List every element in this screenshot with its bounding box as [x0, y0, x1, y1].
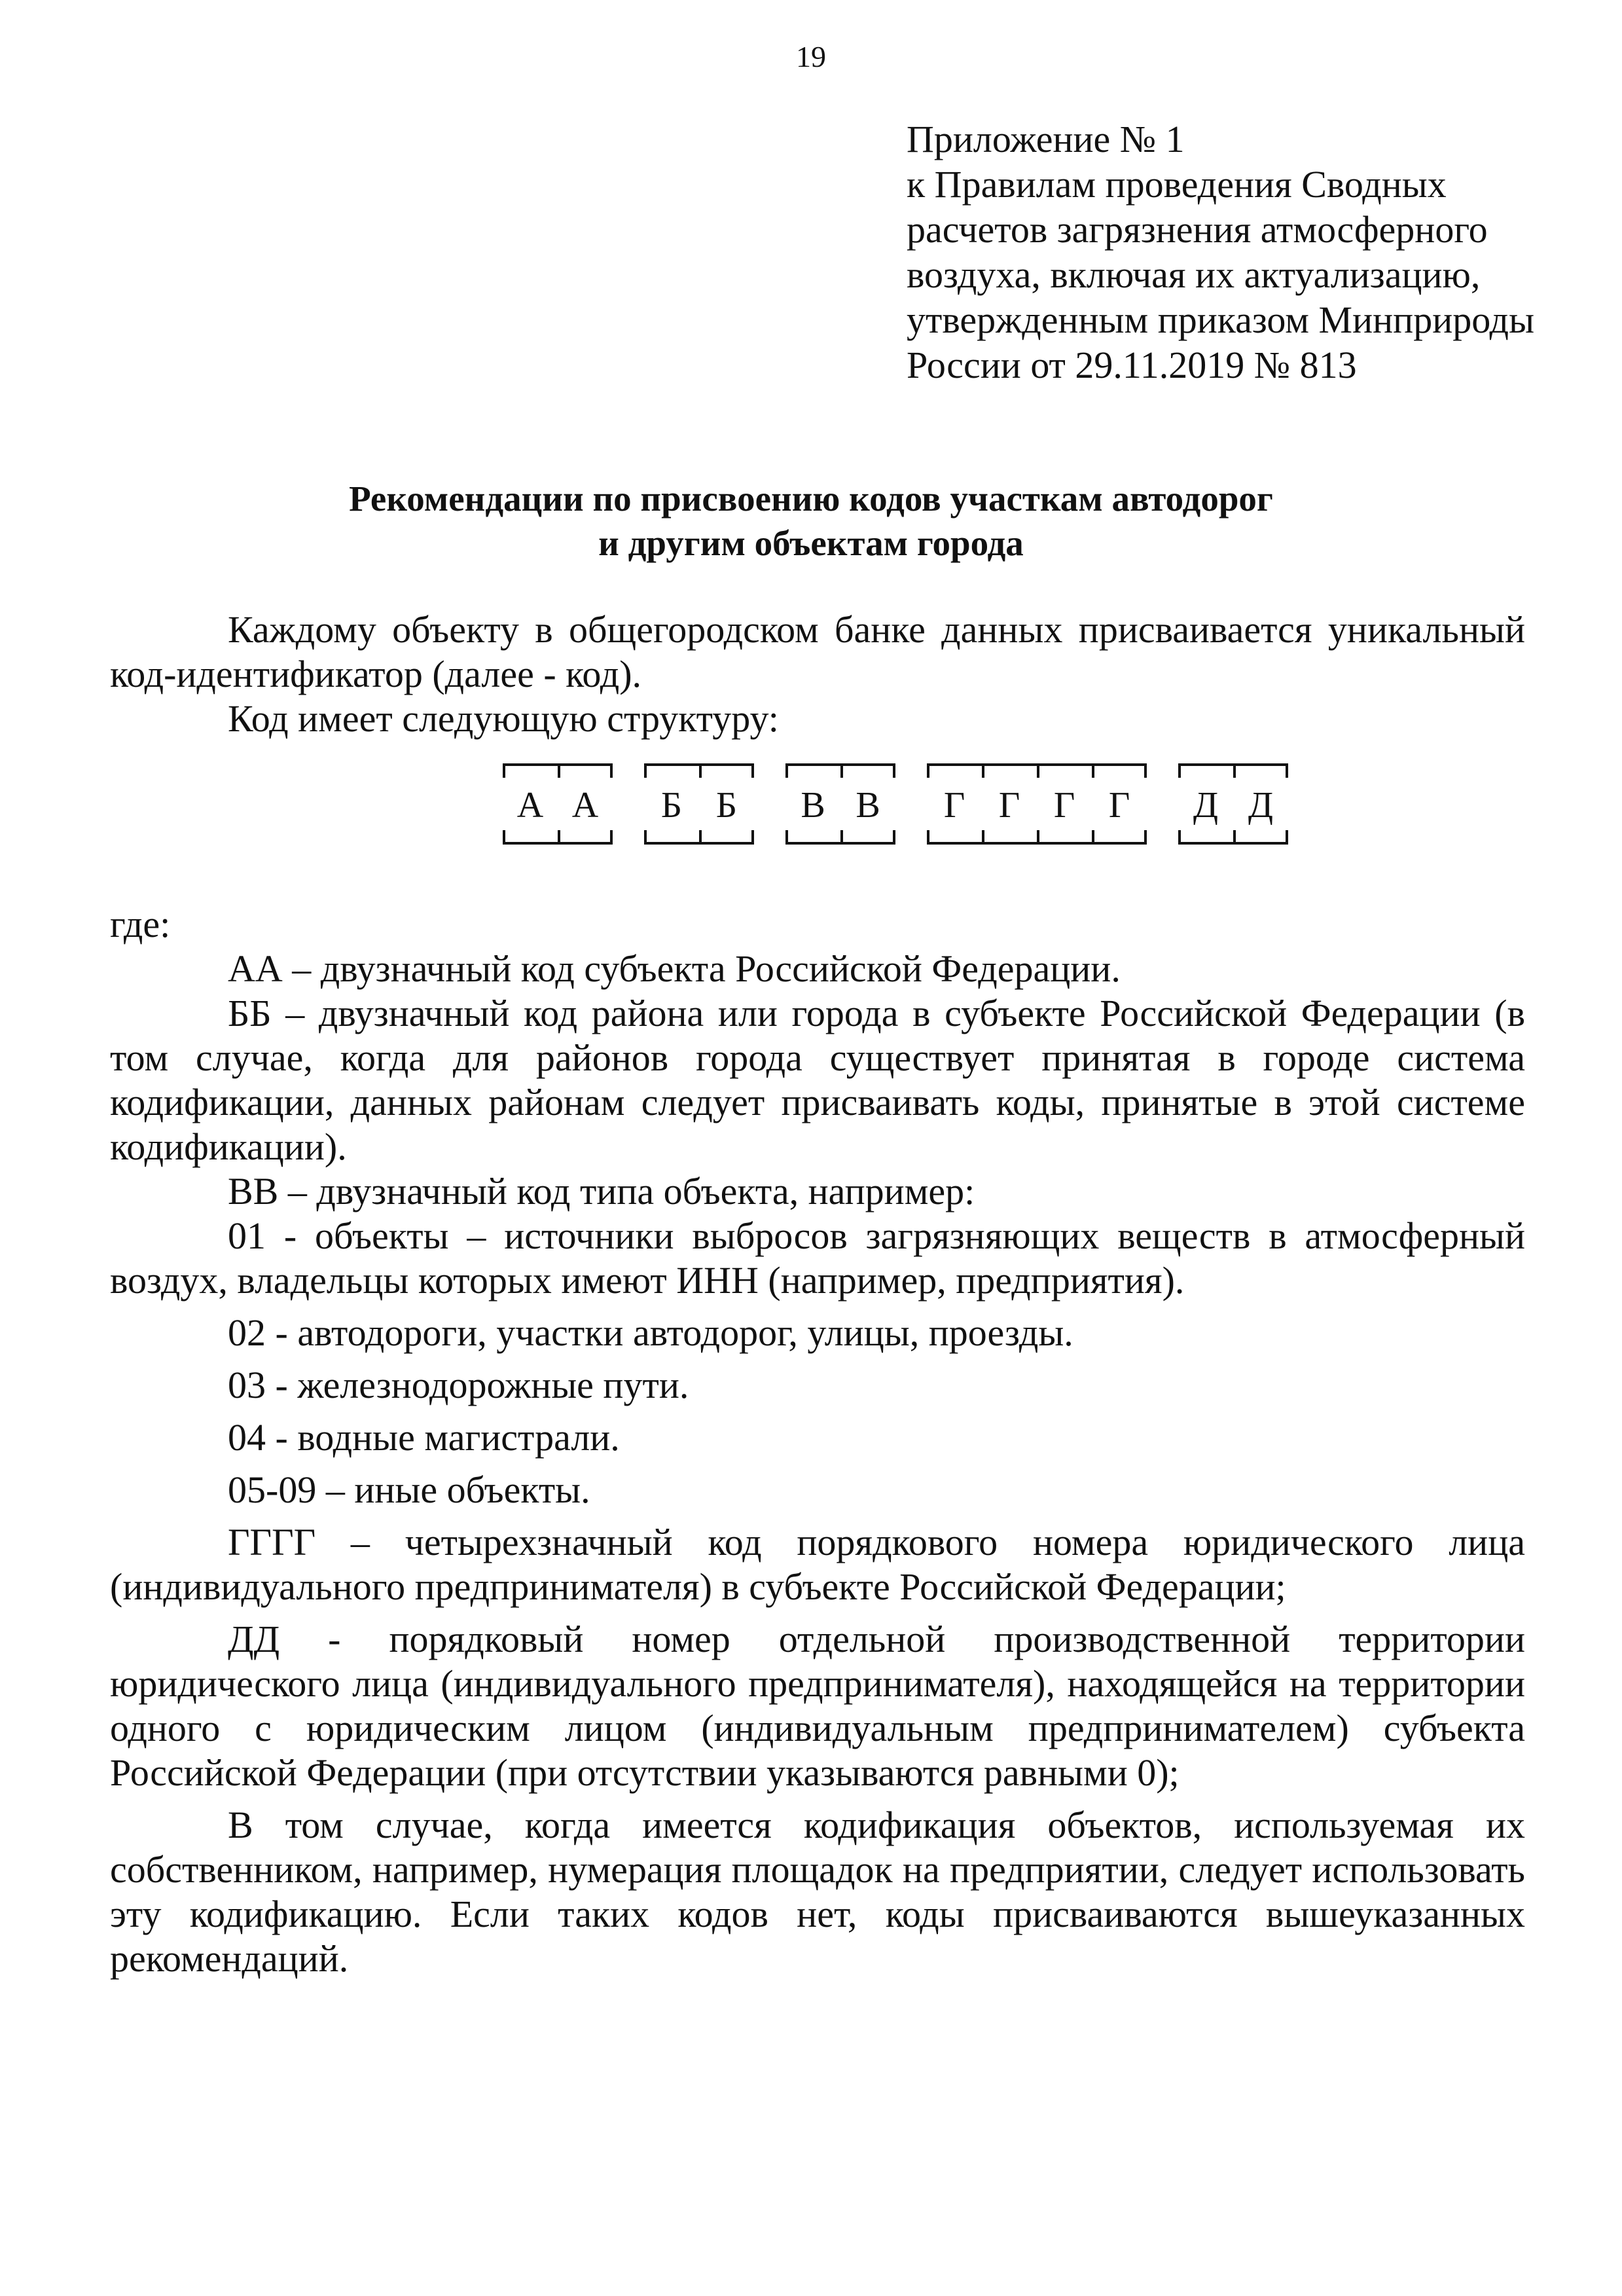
final-paragraph: В том случае, когда имеется кодификация объектов, используемая их собственником, например, нумерация площадок на предприятии, следует использовать эту кодификацию. Если таких кодов нет, коды присваиваются вышеуказанных рекомендаций. — [110, 1804, 1525, 1980]
code-letter: Б — [660, 785, 683, 826]
code-letter: А — [516, 785, 544, 826]
object-type-01: 01 - объекты – источники выбросов загрязняющих веществ в атмосферный воздух, владельцы которых имеют ИНН (например, предприятия). — [110, 1214, 1525, 1302]
code-group — [644, 763, 754, 845]
code-letter: Г — [998, 785, 1020, 826]
code-cell-divider — [699, 763, 702, 778]
code-letter: Г — [1108, 785, 1130, 826]
code-cell-divider — [840, 763, 843, 778]
appendix-header — [907, 117, 1561, 388]
code-letter: В — [856, 785, 880, 826]
title-line: и другим объектам города — [598, 523, 1024, 563]
code-cell-divider — [785, 830, 788, 845]
code-cell-divider — [1144, 830, 1147, 845]
code-letter: Г — [1053, 785, 1075, 826]
code-cell-divider — [610, 763, 613, 778]
code-cell-divider — [1178, 763, 1181, 778]
code-letter: Б — [715, 785, 738, 826]
code-letter: Д — [1248, 785, 1274, 826]
code-cell-divider — [644, 763, 647, 778]
where-label: где: — [110, 903, 171, 945]
code-cell-divider — [1233, 763, 1236, 778]
appendix-line: Приложение № 1 — [907, 118, 1185, 160]
code-cell-divider — [699, 830, 702, 845]
object-type-02: 02 - автодороги, участки автодорог, улицы, проезды. — [228, 1311, 1073, 1354]
object-type-04: 04 - водные магистрали. — [228, 1416, 620, 1459]
code-cell-divider — [558, 830, 560, 845]
code-cell-divider — [982, 830, 984, 845]
code-structure-diagram — [110, 763, 1525, 876]
code-cell-divider — [610, 830, 613, 845]
code-group — [785, 763, 895, 845]
definition-bb: ББ – двузначный код района или города в субъекте Российской Федерации (в том случае, когда для районов города существует принятая в городе система кодификации, данных районам следует присваивать коды, принятые в этой системе кодификации). — [110, 992, 1525, 1168]
definition-vv: ВВ – двузначный код типа объекта, например: — [228, 1170, 975, 1212]
definition-aa: АА – двузначный код субъекта Российской Федерации. — [228, 947, 1121, 990]
page-number: 19 — [796, 40, 826, 73]
intro-structure-label: Код имеет следующую структуру: — [228, 697, 779, 740]
code-cell-divider — [893, 763, 895, 778]
code-group — [503, 763, 613, 845]
code-cell-divider — [1037, 763, 1039, 778]
code-letter: В — [801, 785, 825, 826]
code-cell-divider — [927, 763, 929, 778]
code-cell-divider — [751, 830, 754, 845]
code-cell-divider — [1144, 763, 1147, 778]
code-group — [927, 763, 1147, 845]
code-cell-divider — [503, 830, 505, 845]
appendix-line: России от 29.11.2019 № 813 — [907, 344, 1357, 386]
document-body — [110, 608, 1525, 1981]
code-letter: Д — [1193, 785, 1219, 826]
code-cell-divider — [927, 830, 929, 845]
code-cell-divider — [785, 763, 788, 778]
code-cell-divider — [982, 763, 984, 778]
code-cell-divider — [893, 830, 895, 845]
document-title — [0, 477, 1622, 566]
code-cell-divider — [840, 830, 843, 845]
code-cell-divider — [1286, 830, 1288, 845]
code-cell-divider — [1233, 830, 1236, 845]
code-cell-divider — [644, 830, 647, 845]
title-line: Рекомендации по присвоению кодов участкам автодорог — [349, 479, 1273, 519]
appendix-line: расчетов загрязнения атмосферного — [907, 208, 1488, 251]
code-cell-divider — [1037, 830, 1039, 845]
code-cell-divider — [751, 763, 754, 778]
code-cell-divider — [1092, 763, 1094, 778]
appendix-line: воздуха, включая их актуализацию, — [907, 253, 1481, 296]
code-cell-divider — [503, 763, 505, 778]
object-type-03: 03 - железнодорожные пути. — [228, 1364, 689, 1406]
code-group — [1178, 763, 1288, 845]
object-type-05-09: 05-09 – иные объекты. — [228, 1468, 590, 1511]
code-cell-divider — [1092, 830, 1094, 845]
code-cell-divider — [1178, 830, 1181, 845]
code-letter: Г — [943, 785, 965, 826]
appendix-line: к Правилам проведения Сводных — [907, 163, 1447, 206]
definition-dd: ДД - порядковый номер отдельной производственной территории юридического лица (индивидуального предпринимателя), находящейся на территории одного с юридическим лицом (индивидуальным предпринимателем) субъекта Российской Федерации (при отсутствии указываются равными 0); — [110, 1618, 1525, 1794]
intro-paragraph: Каждому объекту в общегородском банке данных присваивается уникальный код-идентификатор (далее - код). — [110, 608, 1525, 695]
definition-gggg: ГГГГ – четырехзначный код порядкового номера юридического лица (индивидуального предпринимателя) в субъекте Российской Федерации; — [110, 1521, 1525, 1608]
code-cell-divider — [558, 763, 560, 778]
appendix-line: утвержденным приказом Минприроды — [907, 299, 1535, 341]
code-letter: А — [571, 785, 599, 826]
code-cell-divider — [1286, 763, 1288, 778]
